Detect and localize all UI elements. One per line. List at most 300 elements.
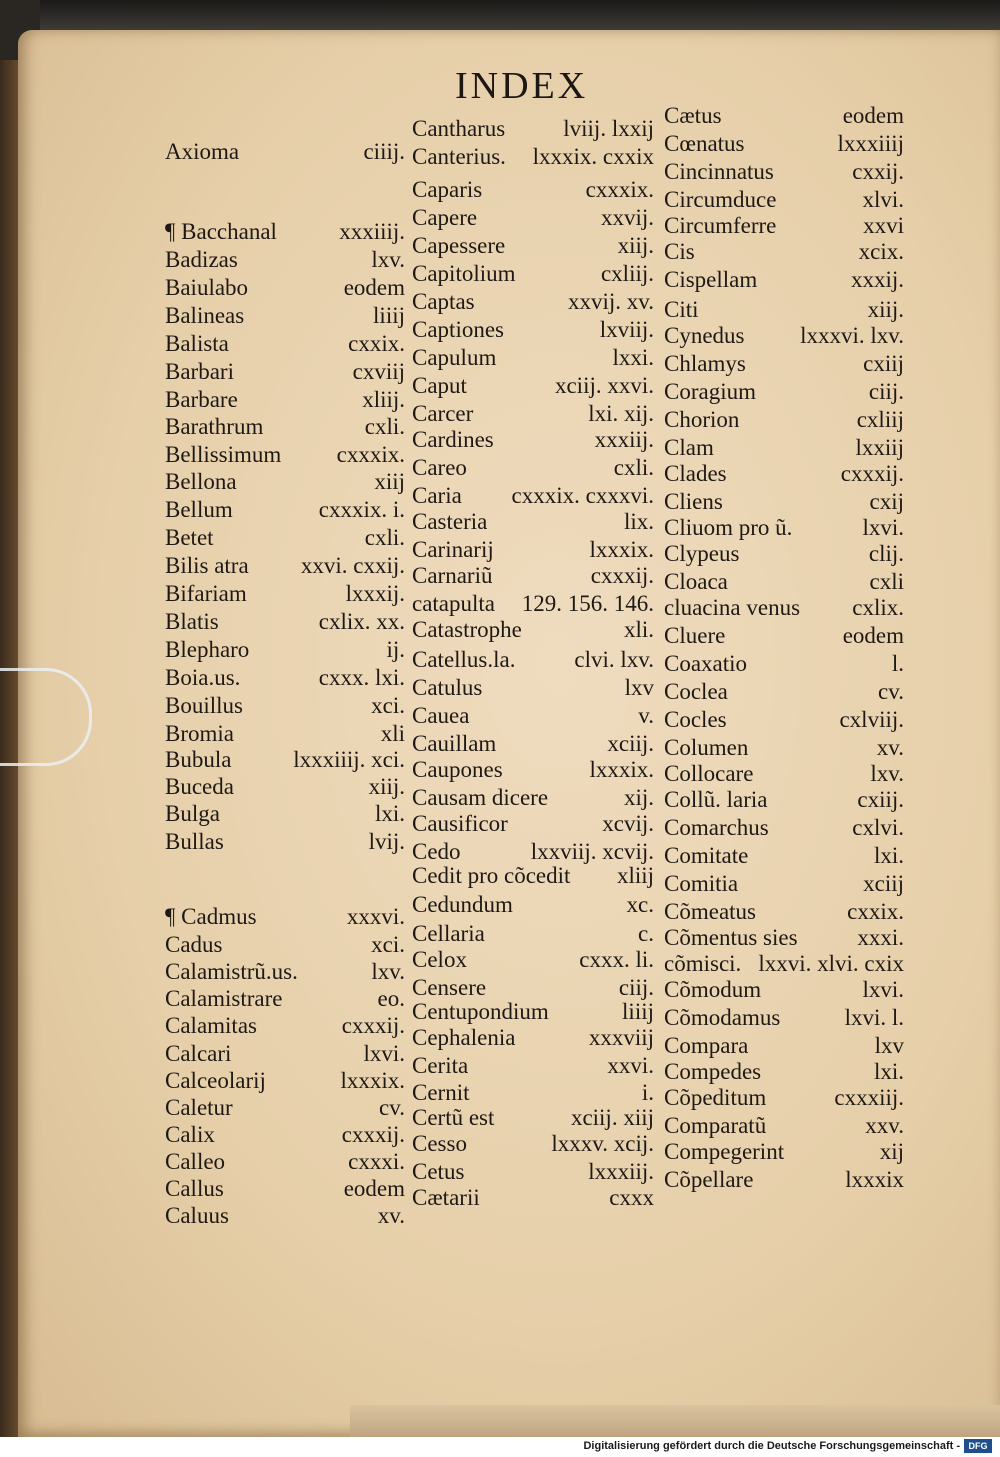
index-page-reference: lxv. (371, 959, 405, 984)
index-headword: Baiulabo (165, 275, 249, 300)
footer-credit: Digitalisierung gefördert durch die Deutsche Forschungsgemeinschaft - (583, 1440, 960, 1452)
index-headword: Catulus (412, 675, 483, 700)
index-page-reference: xcvij. (602, 811, 654, 836)
index-page-reference: lxxvi. xlvi. cxix (758, 951, 904, 976)
index-headword: Calamitas (165, 1013, 257, 1038)
index-entry (165, 360, 405, 386)
index-headword: Bulga (165, 801, 220, 826)
index-headword: Casteria (412, 509, 488, 534)
index-page-reference: cxij (869, 489, 904, 514)
index-entry (412, 374, 654, 400)
index-headword: Causam dicere (412, 785, 549, 810)
index-page-reference: cxliij. (600, 261, 654, 286)
index-headword: Blatis (165, 609, 219, 634)
index-entry (165, 498, 405, 524)
index-entry (165, 415, 405, 441)
index-entry (412, 893, 654, 919)
index-page-reference: 129. 156. 146. (521, 591, 654, 616)
index-entry (412, 1106, 654, 1132)
index-page-reference: xciij. xxvi. (554, 373, 654, 398)
index-entry (664, 380, 904, 406)
index-headword: Capitolium (412, 261, 516, 286)
index-headword: Chlamys (664, 351, 746, 376)
index-page-reference: xiij. (867, 297, 904, 322)
index-headword: Catellus.la. (412, 647, 516, 672)
index-entry (412, 117, 654, 143)
index-page-reference: lxi. (873, 843, 904, 868)
index-headword: Calamistrare (165, 986, 283, 1011)
index-headword: Cephalenia (412, 1025, 516, 1050)
index-entry (664, 436, 904, 462)
index-headword: Balineas (165, 303, 245, 328)
index-headword: Columen (664, 735, 749, 760)
index-entry (165, 332, 405, 358)
index-page-reference: cxxxix. (585, 177, 654, 202)
index-headword: Cætus (664, 103, 722, 128)
index-entry (165, 248, 405, 274)
index-headword: Cedit pro cõcedit (412, 863, 571, 888)
index-headword: Coaxatio (664, 651, 748, 676)
index-headword: Coragium (664, 379, 756, 404)
index-entry (165, 1177, 405, 1203)
index-headword: Compedes (664, 1059, 762, 1084)
index-page-reference: lxv. (870, 761, 904, 786)
index-headword: Bifariam (165, 581, 247, 606)
index-page-reference: xc. (626, 892, 654, 917)
index-page-reference: ciij. (868, 379, 904, 404)
index-headword: Bubula (165, 747, 232, 772)
index-entry (412, 922, 654, 948)
index-headword: Comarchus (664, 815, 769, 840)
index-page-reference: lxvi. l. (844, 1005, 904, 1030)
index-headword: Capulum (412, 345, 497, 370)
index-page-reference: lix. (623, 509, 654, 534)
index-headword: Causificor (412, 811, 508, 836)
index-page-reference: lxi. (873, 1059, 904, 1084)
index-entry (664, 1114, 904, 1140)
index-page-reference: lxxi. (612, 345, 654, 370)
index-page-reference: xxvi. (607, 1053, 654, 1078)
index-entry (664, 736, 904, 762)
index-headword: Bullas (165, 829, 224, 854)
index-page-reference: liiij (373, 303, 405, 328)
index-page-reference: xxv. (865, 1113, 904, 1138)
index-entry (412, 346, 654, 372)
index-page-reference: cxxxij. (590, 563, 654, 588)
index-page-reference: xci. (371, 693, 405, 718)
index-headword: Collũ. laria (664, 787, 768, 812)
index-entry (412, 564, 654, 590)
index-entry (412, 1081, 654, 1107)
index-headword: Cedundum (412, 892, 513, 917)
index-page-reference: cxlvi. (852, 815, 904, 840)
index-entry (412, 618, 654, 644)
index-entry (165, 470, 405, 496)
index-headword: Bellissimum (165, 442, 282, 467)
index-page-reference: cxviij (352, 359, 405, 384)
index-page-reference: lxxxix (845, 1167, 904, 1192)
index-headword: Bellona (165, 469, 237, 494)
index-entry (412, 290, 654, 316)
index-entry (664, 872, 904, 898)
index-entry (165, 905, 405, 931)
index-headword: Circumduce (664, 187, 777, 212)
index-page-reference: xxxi. (857, 925, 904, 950)
index-entry (664, 762, 904, 788)
index-page-reference: xxxviij (588, 1025, 654, 1050)
index-entry (165, 802, 405, 828)
index-headword: Cynedus (664, 323, 745, 348)
index-entry (165, 276, 405, 302)
index-headword: Boia.us. (165, 665, 241, 690)
index-page-reference: cxli. (613, 455, 654, 480)
index-headword: Comitate (664, 843, 749, 868)
index-headword: Calceolarij (165, 1068, 266, 1093)
index-page-reference: cxxix. (348, 331, 405, 356)
index-entry (165, 987, 405, 1013)
index-headword: Cõmodum (664, 977, 762, 1002)
index-page-reference: c. (638, 921, 654, 946)
index-headword: Cellaria (412, 921, 485, 946)
index-headword: Bellum (165, 497, 233, 522)
index-entry (165, 722, 405, 748)
index-headword: Betet (165, 525, 214, 550)
index-page-reference: xxxij. (850, 267, 904, 292)
index-headword: Badizas (165, 247, 238, 272)
index-entry (664, 324, 904, 350)
index-headword: Carcer (412, 401, 474, 426)
index-headword: Centupondium (412, 999, 549, 1024)
index-page-reference: cxxxix. cxxxvi. (511, 483, 654, 508)
index-entry (664, 1168, 904, 1194)
index-headword: Caria (412, 483, 462, 508)
index-entry (165, 1096, 405, 1122)
index-page-reference: eodem (343, 275, 405, 300)
index-headword: Circumferre (664, 213, 777, 238)
index-page-reference: cxxix. (847, 899, 904, 924)
index-page-reference: xv. (377, 1203, 405, 1228)
index-entry (412, 456, 654, 482)
index-headword: cluacina venus (664, 595, 801, 620)
index-headword: Barathrum (165, 414, 264, 439)
index-page-reference: cxli. (364, 414, 405, 439)
index-headword: ¶ Cadmus (165, 904, 257, 929)
index-page-reference: v. (638, 703, 654, 728)
index-page-reference: lxxxix. (340, 1068, 405, 1093)
index-headword: Cedo (412, 839, 461, 864)
index-entry (412, 1160, 654, 1186)
index-entry (412, 948, 654, 974)
index-entry (165, 830, 405, 856)
index-headword: Cliuom pro ũ. (664, 515, 793, 540)
index-page-reference: xxxiij. (594, 427, 654, 452)
index-headword: ¶ Bacchanal (165, 219, 277, 244)
index-entry (664, 844, 904, 870)
index-headword: Cõpellare (664, 1167, 754, 1192)
index-headword: Comitia (664, 871, 739, 896)
index-entry (412, 758, 654, 784)
index-entry (664, 298, 904, 324)
index-headword: Certũ est (412, 1105, 495, 1130)
index-entry (412, 704, 654, 730)
index-page-reference: ij. (386, 637, 405, 662)
index-entry (664, 188, 904, 214)
index-headword: Balista (165, 331, 229, 356)
index-entry (412, 538, 654, 564)
index-headword: Capessere (412, 233, 506, 258)
index-entry (165, 1150, 405, 1176)
index-headword: cõmisci. (664, 951, 742, 976)
index-entry (664, 462, 904, 488)
index-entry (165, 304, 405, 330)
index-headword: Cerita (412, 1053, 469, 1078)
index-page-reference: xciij. (607, 731, 654, 756)
index-entry (664, 788, 904, 814)
index-entry (664, 104, 904, 130)
index-headword: Cis (664, 239, 695, 264)
index-headword: Buceda (165, 774, 234, 799)
index-headword: Cadus (165, 932, 223, 957)
index-entry (165, 443, 405, 469)
index-entry (412, 318, 654, 344)
index-entry (664, 542, 904, 568)
index-entry (412, 1132, 654, 1158)
index-page-reference: eodem (842, 623, 904, 648)
index-entry (664, 1140, 904, 1166)
index-headword: Coclea (664, 679, 728, 704)
index-page-reference: xxxiiij. (339, 219, 405, 244)
index-entry (165, 388, 405, 414)
index-headword: Captiones (412, 317, 504, 342)
index-page-reference: cxxx (609, 1185, 654, 1210)
index-page-reference: i. (641, 1080, 654, 1105)
index-page-reference: liiij (622, 999, 654, 1024)
index-page-reference: lxv. (371, 247, 405, 272)
index-entry (664, 240, 904, 266)
index-headword: catapulta (412, 591, 496, 616)
index-entry (664, 1006, 904, 1032)
index-entry (165, 526, 405, 552)
index-entry (664, 214, 904, 240)
index-headword: Callus (165, 1176, 224, 1201)
index-entry (664, 570, 904, 596)
index-entry (165, 775, 405, 801)
index-page-reference: cxiij (863, 351, 904, 376)
index-page-reference: xxvij. (600, 205, 654, 230)
index-entry (165, 638, 405, 664)
index-page-reference: cxxx. lxi. (318, 665, 405, 690)
index-page-reference: lviij. lxxij (563, 116, 654, 141)
index-entry (412, 178, 654, 204)
index-headword: Caupones (412, 757, 503, 782)
index-page-reference: xcix. (858, 239, 904, 264)
index-page-reference: lxvi. (862, 977, 904, 1002)
index-page-reference: xli (380, 721, 405, 746)
index-entry (165, 933, 405, 959)
index-entry (165, 960, 405, 986)
index-entry (664, 1086, 904, 1112)
index-entry (165, 220, 405, 246)
index-page-reference: cxxxij. (840, 461, 904, 486)
index-entry (412, 812, 654, 838)
index-entry (412, 145, 654, 171)
index-headword: Collocare (664, 761, 754, 786)
index-entry (664, 160, 904, 186)
index-headword: Cõmodamus (664, 1005, 781, 1030)
index-entry (165, 1042, 405, 1068)
index-headword: Calix (165, 1122, 215, 1147)
index-headword: Citi (664, 297, 699, 322)
index-page-reference: l. (891, 651, 904, 676)
index-entry (412, 786, 654, 812)
index-entry (412, 1186, 654, 1212)
index-entry (165, 610, 405, 636)
index-page-reference: cxli (869, 569, 904, 594)
index-entry (412, 428, 654, 454)
index-entry (412, 206, 654, 232)
index-page-reference: xciij (863, 871, 904, 896)
index-page-reference: xv. (876, 735, 904, 760)
index-page-reference: clij. (868, 541, 904, 566)
index-headword: Bouillus (165, 693, 243, 718)
index-entry (664, 652, 904, 678)
index-title: INDEX (455, 65, 589, 107)
index-headword: Cincinnatus (664, 159, 774, 184)
index-page-reference: lxviij. (599, 317, 654, 342)
index-page-reference: lxxxix. (589, 757, 654, 782)
index-entry (664, 900, 904, 926)
index-page-reference: xciij. xiij (570, 1105, 654, 1130)
index-headword: Carnariũ (412, 563, 493, 588)
index-page-reference: xiij. (617, 233, 654, 258)
index-entry (412, 676, 654, 702)
index-page-reference: cxliij (856, 407, 904, 432)
index-headword: Cauillam (412, 731, 497, 756)
index-page-reference: lxi. (374, 801, 405, 826)
index-headword: Barbari (165, 359, 234, 384)
index-headword: Cætarii (412, 1185, 480, 1210)
index-entry (165, 1204, 405, 1230)
index-page-reference: cxxxiij. (834, 1085, 904, 1110)
index-headword: Calcari (165, 1041, 232, 1066)
index-page-reference: eodem (842, 103, 904, 128)
index-headword: Caput (412, 373, 467, 398)
index-page-reference: lxxxv. xcij. (551, 1131, 654, 1156)
index-headword: Calleo (165, 1149, 226, 1174)
index-entry (412, 1000, 654, 1026)
index-entry (412, 234, 654, 260)
index-headword: Clypeus (664, 541, 740, 566)
index-page-reference: cxxxix. (336, 442, 405, 467)
index-page-reference: lxi. xij. (588, 401, 654, 426)
index-headword: Bromia (165, 721, 234, 746)
index-page-reference: lvij. (368, 829, 405, 854)
index-headword: Calamistrũ.us. (165, 959, 298, 984)
index-headword: Caluus (165, 1203, 229, 1228)
index-page-reference: xiij. (368, 774, 405, 799)
index-entry (165, 748, 405, 774)
dfg-logo: DFG (964, 1439, 992, 1453)
index-headword: Cantharus (412, 116, 506, 141)
index-page-reference: cv. (379, 1095, 405, 1120)
index-entry (165, 140, 405, 166)
index-entry (664, 926, 904, 952)
index-page-reference: lxxviij. xcvij. (530, 839, 654, 864)
index-entry (165, 1014, 405, 1040)
index-entry (664, 516, 904, 542)
index-headword: Carinarij (412, 537, 494, 562)
index-entry (165, 554, 405, 580)
index-entry (165, 1069, 405, 1095)
index-page-reference: lxxxix. cxxix (532, 144, 654, 169)
index-page-reference: xli. (623, 617, 654, 642)
index-page-reference: cxlix. (852, 595, 904, 620)
index-page-reference: cxxxij. (341, 1013, 405, 1038)
index-headword: Clam (664, 435, 714, 460)
index-page-reference: cxlix. xx. (318, 609, 405, 634)
index-headword: Chorion (664, 407, 740, 432)
index-headword: Censere (412, 975, 487, 1000)
index-entry (664, 408, 904, 434)
index-entry (165, 666, 405, 692)
index-page-reference: lxvi. (862, 515, 904, 540)
index-entry (165, 694, 405, 720)
index-page-reference: clvi. lxv. (574, 647, 654, 672)
index-entry (664, 680, 904, 706)
index-entry (412, 262, 654, 288)
index-headword: Blepharo (165, 637, 250, 662)
index-headword: Cardines (412, 427, 494, 452)
index-page-reference: xiij (374, 469, 405, 494)
index-headword: Cetus (412, 1159, 465, 1184)
index-headword: Comparatũ (664, 1113, 767, 1138)
page-clip (0, 668, 92, 766)
index-page-reference: xlvi. (862, 187, 904, 212)
index-entry (664, 132, 904, 158)
index-entry (664, 978, 904, 1004)
index-page-reference: lxxxij. (345, 581, 405, 606)
index-page-reference: lxv (624, 675, 654, 700)
index-entry (412, 484, 654, 510)
index-page-reference: lxxxix. (589, 537, 654, 562)
index-headword: Cesso (412, 1131, 467, 1156)
index-entry (412, 1026, 654, 1052)
index-page-reference: lxxiij (855, 435, 904, 460)
index-entry (664, 1034, 904, 1060)
index-page-reference: xliij (616, 863, 654, 888)
index-entry (664, 624, 904, 650)
index-page-reference: lxxxvi. lxv. (800, 323, 904, 348)
index-entry (664, 596, 904, 622)
index-headword: Compegerint (664, 1139, 785, 1164)
index-page-reference: xxxvi. (346, 904, 405, 929)
index-page-reference: ciij. (618, 975, 654, 1000)
index-page-reference: cxlviij. (839, 707, 904, 732)
index-headword: Barbare (165, 387, 238, 412)
index-headword: Cluere (664, 623, 726, 648)
index-headword: Cocles (664, 707, 727, 732)
index-page-reference: xxvi (863, 213, 904, 238)
index-page-reference: cxxxij. (341, 1122, 405, 1147)
index-page-reference: lxv (874, 1033, 904, 1058)
digitization-footer (0, 1437, 1000, 1457)
index-entry (664, 352, 904, 378)
index-page-reference: lxxxiiij. xci. (293, 747, 405, 772)
page-bottom-strip (350, 1405, 1000, 1437)
index-entry (664, 816, 904, 842)
index-entry (412, 648, 654, 674)
index-headword: Catastrophe (412, 617, 522, 642)
